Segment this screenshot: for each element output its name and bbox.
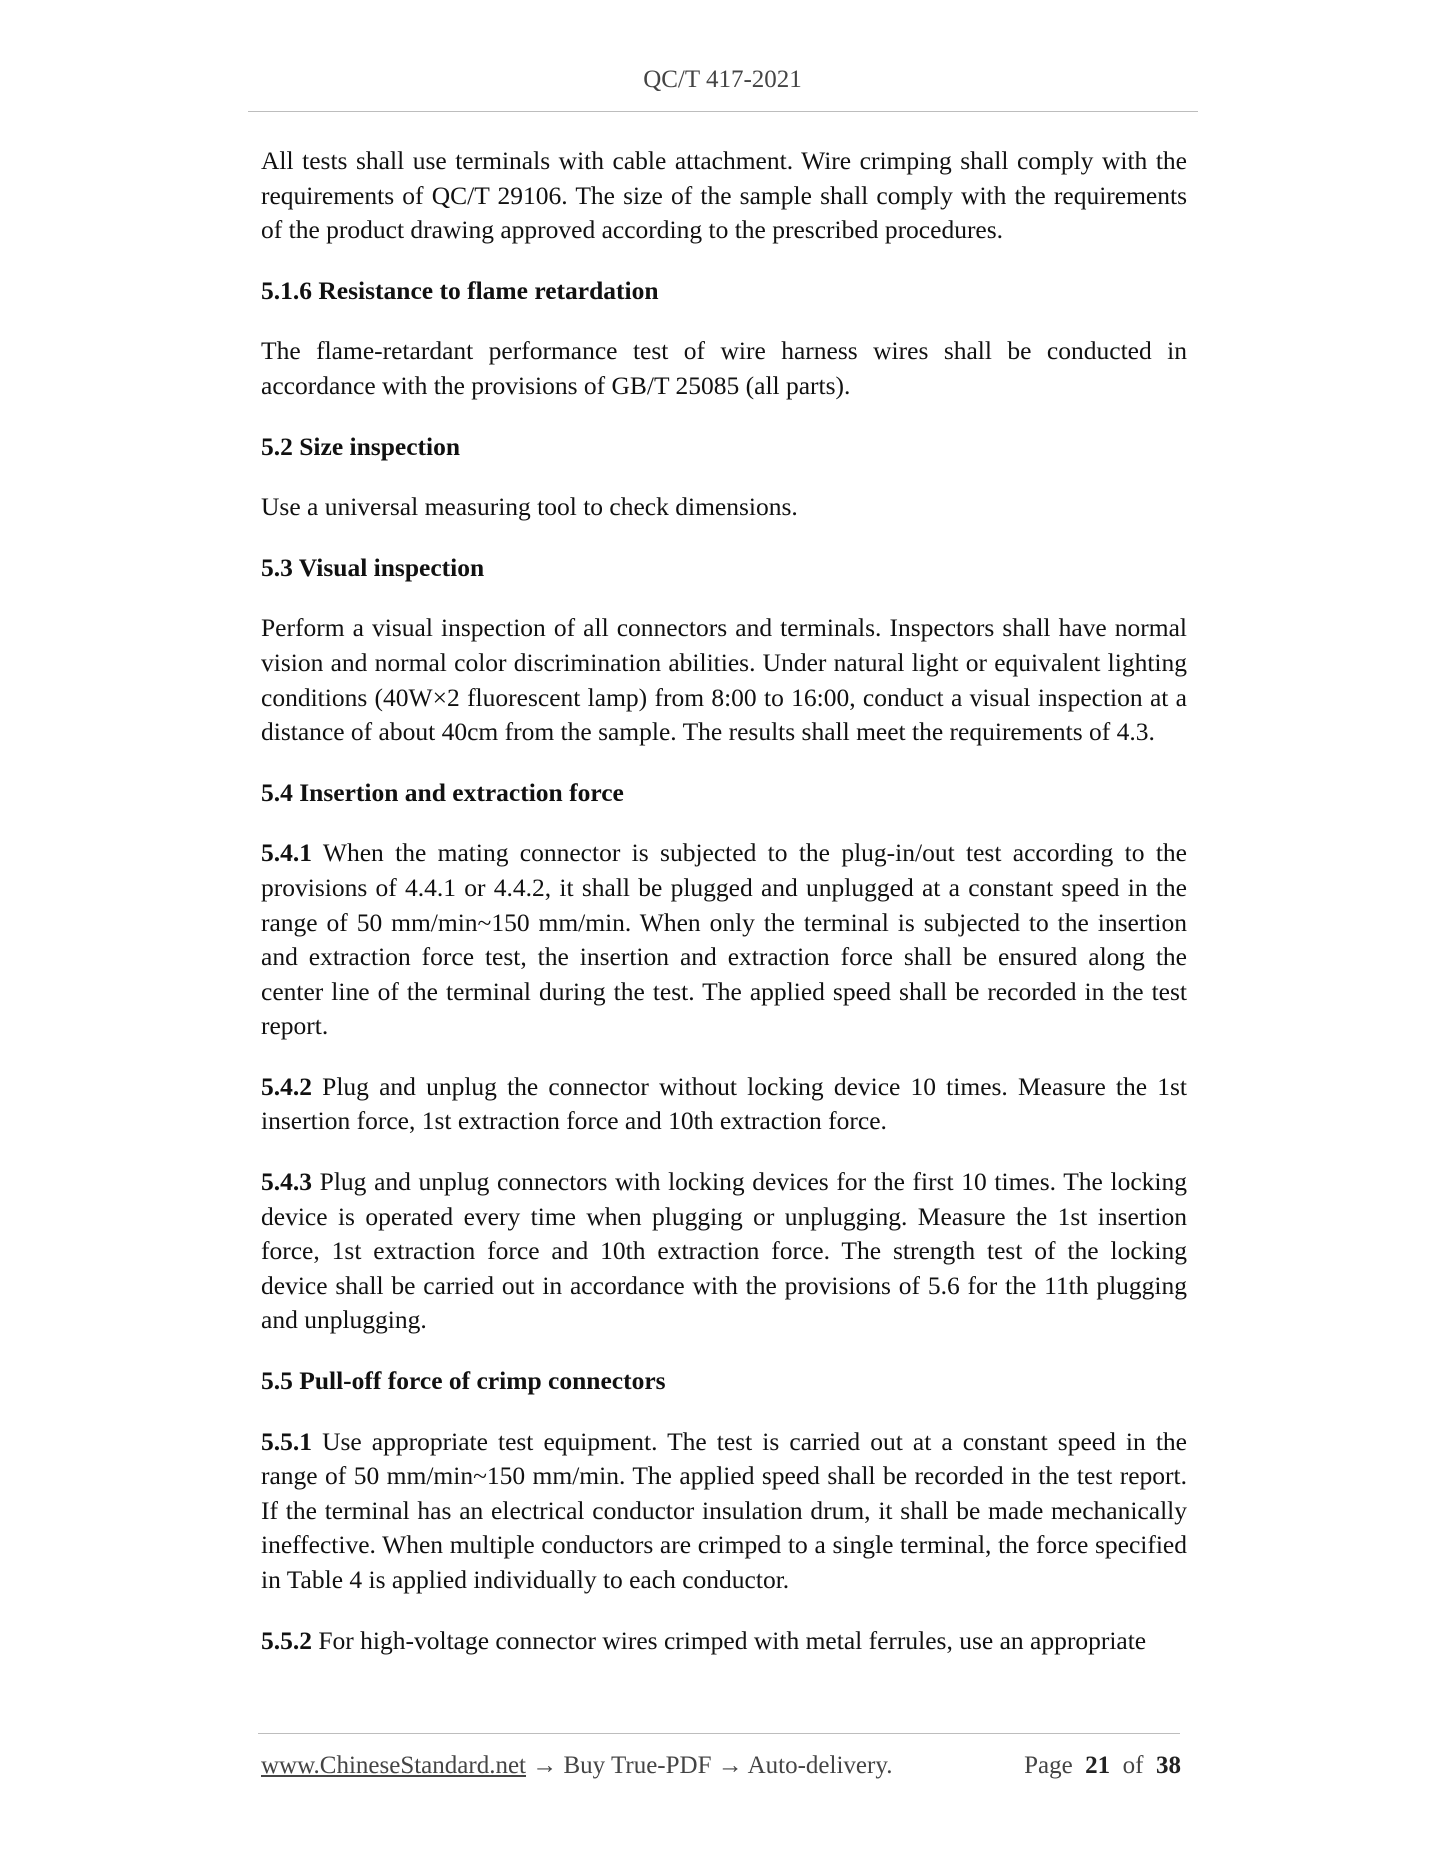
website-link[interactable]: www.ChineseStandard.net xyxy=(261,1752,526,1779)
current-page: 21 xyxy=(1085,1752,1111,1779)
page-label: Page xyxy=(1024,1752,1073,1779)
paragraph-5-4-2 xyxy=(261,1070,1187,1139)
clause-number-5-4-3: 5.4.3 xyxy=(261,1167,312,1197)
clause-number-5-4-2: 5.4.2 xyxy=(261,1071,312,1101)
heading-5-1-6: 5.1.6 Resistance to flame retardation xyxy=(261,275,659,305)
buy-pdf-text: Buy True-PDF xyxy=(563,1752,712,1779)
total-pages: 38 xyxy=(1156,1752,1181,1779)
paragraph-5-5-1 xyxy=(261,1425,1187,1598)
paragraph-5-4-3 xyxy=(261,1165,1187,1338)
clause-text-5-5-1: Use appropriate test equipment. The test is carried out at a constant speed in the range of 50 mm/min~150 mm/min. The applied speed shall be recorded in the test report. If the terminal has an electrical conductor insulation drum, it shall be made mechanically ineffective. When multiple conductors are crimped to a single terminal, the force specified in Table 4 is applied individually to each conductor. xyxy=(261,1426,1187,1594)
arrow-right-icon: → xyxy=(717,1752,743,1779)
clause-number-5-5-1: 5.5.1 xyxy=(261,1426,312,1456)
paragraph-intro: All tests shall use terminals with cable attachment. Wire crimping shall comply with the requirements of QC/T 29106. The size of the sample shall comply with the requirements of the product drawing approved according to the prescribed procedures. xyxy=(261,146,1187,245)
footer-divider xyxy=(258,1733,1180,1734)
paragraph-5-2: Use a universal measuring tool to check dimensions. xyxy=(261,492,798,522)
clause-text-5-4-3: Plug and unplug connectors with locking devices for the first 10 times. The locking device is operated every time when plugging or unplugging. Measure the 1st insertion force, 1st extraction force and 10th extraction force. The strength test of the locking device shall be carried out in accordance with the provisions of 5.6 for the 11th plugging and unplugging. xyxy=(261,1167,1187,1335)
clause-text-5-4-2: Plug and unplug the connector without locking device 10 times. Measure the 1st insertion force, 1st extraction force and 10th extraction force. xyxy=(261,1071,1187,1136)
page-number xyxy=(1024,1752,1181,1780)
paragraph-5-4-1 xyxy=(261,836,1187,1044)
clause-number-5-5-2: 5.5.2 xyxy=(261,1625,312,1655)
header-divider xyxy=(248,111,1198,112)
paragraph-5-5-2 xyxy=(261,1624,1187,1659)
of-label: of xyxy=(1122,1752,1144,1779)
auto-delivery-text: Auto-delivery. xyxy=(747,1752,893,1779)
arrow-right-icon: → xyxy=(532,1752,558,1779)
paragraph-5-3: Perform a visual inspection of all connectors and terminals. Inspectors shall have normal vision and normal color discrimination abilities. Under natural light or equivalent lighting conditions (40W×2 fluorescent lamp) from 8:00 to 16:00, conduct a visual inspection at a distance of about 40cm from the sample. The results shall meet the requirements of 4.3. xyxy=(261,613,1187,747)
clause-text-5-5-2: For high-voltage connector wires crimped with metal ferrules, use an appropriate xyxy=(312,1625,1147,1655)
footer-promo xyxy=(261,1752,892,1780)
heading-5-3: 5.3 Visual inspection xyxy=(261,552,485,582)
page-header-title: QC/T 417-2021 xyxy=(643,66,802,93)
heading-5-2: 5.2 Size inspection xyxy=(261,431,461,461)
heading-5-5: 5.5 Pull-off force of crimp connectors xyxy=(261,1366,666,1396)
paragraph-5-1-6: The flame-retardant performance test of wire harness wires shall be conducted in accordance with the provisions of GB/T 25085 (all parts). xyxy=(261,336,1187,400)
document-body xyxy=(261,144,1187,1684)
clause-text-5-4-1: When the mating connector is subjected to the plug-in/out test according to the provisions of 4.4.1 or 4.4.2, it shall be plugged and unplugged at a constant speed in the range of 50 mm/min~150 mm/min. When only the terminal is subjected to the insertion and extraction force test, the insertion and extraction force shall be ensured along the center line of the terminal during the test. The applied speed shall be recorded in the test report. xyxy=(261,838,1187,1041)
heading-5-4: 5.4 Insertion and extraction force xyxy=(261,777,624,807)
clause-number-5-4-1: 5.4.1 xyxy=(261,838,312,868)
